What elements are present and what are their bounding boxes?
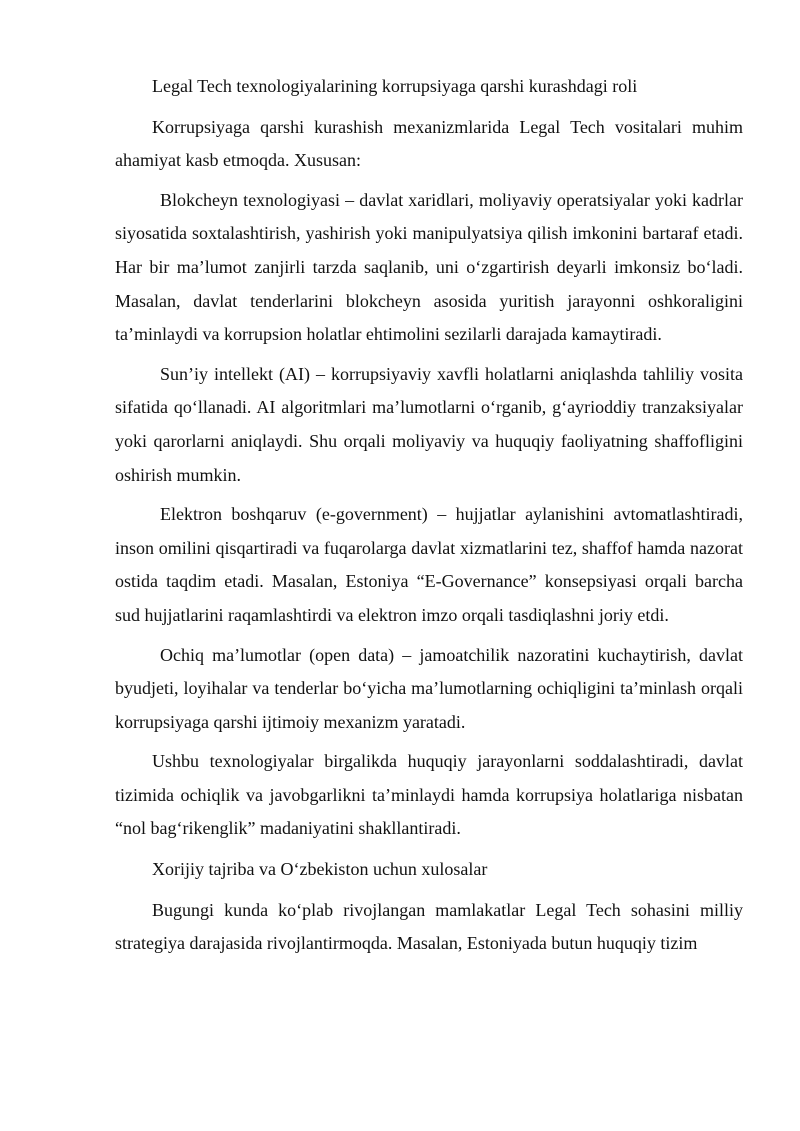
paragraph-ai: Sun’iy intellekt (AI) – korrupsiyaviy xavfli holatlarni aniqlashda tahliliy vosita sifatida qo‘llanadi. AI algoritmlari ma’lumotlarni o‘rganib, g‘ayrioddiy tranzaksiyalar yoki qarorlarni aniqlaydi. Shu orqali moliyaviy va huquqiy faoliyatning shaffofligini oshirish mumkin.: [115, 363, 743, 485]
paragraph-summary: Ushbu texnologiyalar birgalikda huquqiy jarayonlarni soddalashtiradi, davlat tizimida ochiqlik va javobgarlikni ta’minlaydi hamda korrupsiya holatlariga nisbatan “nol bag‘rikenglik” madaniyatini shakllantiradi.: [115, 751, 743, 839]
paragraph-open-data: Ochiq ma’lumotlar (open data) – jamoatchilik nazoratini kuchaytirish, davlat byudjeti, loyihalar va tenderlar bo‘yicha ma’lumotlarning ochiqligini ta’minlash orqali korrupsiyaga qarshi ijtimoiy mexanizm yaratadi.: [115, 644, 743, 732]
section-heading-foreign-experience: Xorijiy tajriba va O‘zbekiston uchun xulosalar: [152, 859, 488, 880]
paragraph-e-government: Elektron boshqaruv (e-government) – hujjatlar aylanishini avtomatlashtiradi, inson omilini qisqartiradi va fuqarolarga davlat xizmatlarini tez, shaffof hamda nazorat ostida taqdim etadi. Masalan, Estoniya “E-Governance” konsepsiyasi orqali barcha sud hujjatlarini raqamlashtirdi va elektron imzo orqali tasdiqlashni joriy etdi.: [115, 504, 743, 625]
paragraph-blockchain: Blokcheyn texnologiyasi – davlat xaridlari, moliyaviy operatsiyalar yoki kadrlar siyosatida soxtalashtirish, yashirish yoki manipulyatsiya qilish imkonini bartaraf etadi. Har bir ma’lumot zanjirli tarzda saqlanib, uni o‘zgartirish deyarli imkonsiz bo‘ladi. Masalan, davlat tenderlarini blokcheyn asosida yuritish jarayonni oshkoraligini ta’minlaydi va korrupsion holatlar ehtimolini sezilarli darajada kamaytiradi.: [115, 189, 743, 345]
paragraph-intro: Korrupsiyaga qarshi kurashish mexanizmlarida Legal Tech vositalari muhim ahamiyat kasb etmoqda. Xususan:: [115, 116, 743, 171]
section-heading-legal-tech-role: Legal Tech texnologiyalarining korrupsiyaga qarshi kurashdagi roli: [152, 76, 638, 96]
paragraph-foreign-experience: Bugungi kunda ko‘plab rivojlangan mamlakatlar Legal Tech sohasini milliy strategiya darajasida rivojlantirmoqda. Masalan, Estoniyada butun huquqiy tizim: [115, 899, 743, 954]
